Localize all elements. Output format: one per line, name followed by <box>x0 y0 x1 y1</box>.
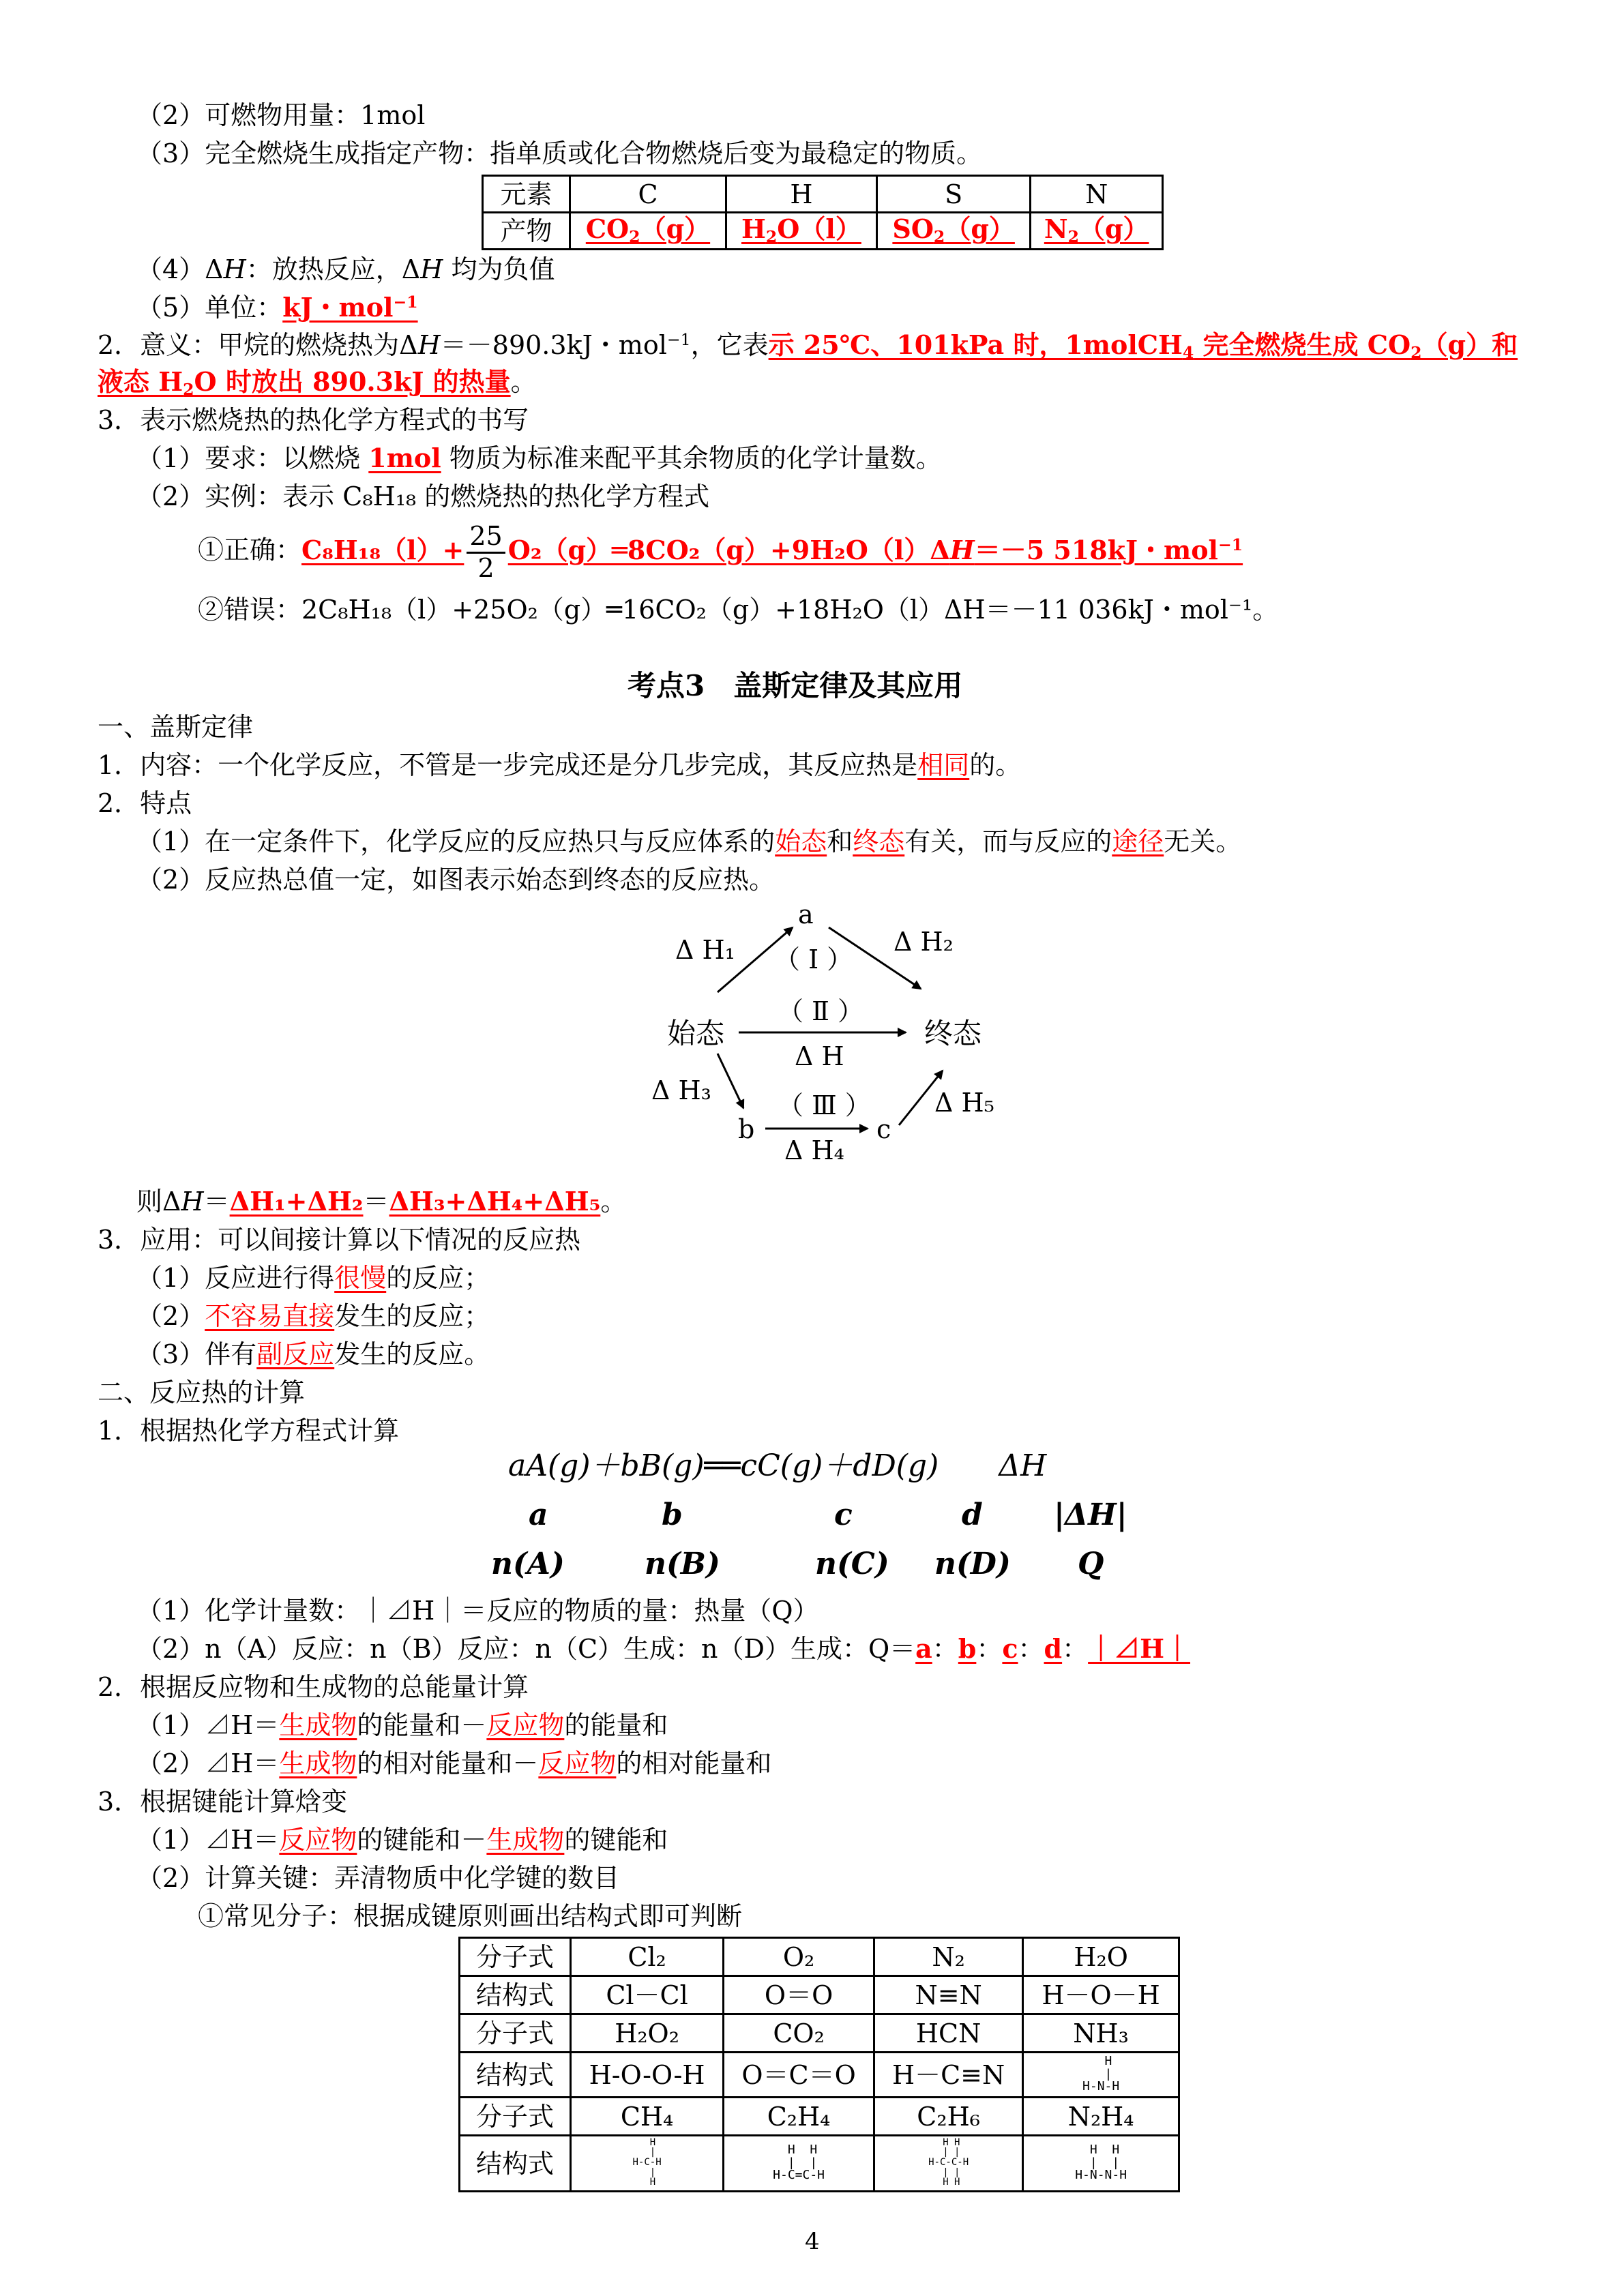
cell: O＝O <box>724 1976 874 2014</box>
cell: C <box>570 176 726 213</box>
structural-formula-n2h4: H H | | H-N-N-H <box>1075 2142 1127 2183</box>
line-feature-2: （2）反应热总值一定，如图表示始态到终态的反应热。 <box>136 865 776 895</box>
cell: 结构式 <box>460 2053 571 2098</box>
cell: NH₃ <box>1023 2014 1179 2053</box>
cell: N≡N <box>874 1976 1023 2014</box>
cell <box>1023 2053 1179 2098</box>
cell: 产物 <box>483 213 570 250</box>
node-start: 始态 <box>667 1017 725 1050</box>
label-route-2: （ Ⅱ ） <box>778 996 863 1026</box>
cell: N₂ <box>874 1938 1023 1976</box>
node-b: b <box>738 1114 755 1144</box>
equation-row-2: a b c d |ΔH| <box>529 1497 1127 1532</box>
line-app-3: （3）伴有副反应发生的反应。 <box>136 1339 490 1369</box>
cell: C₂H₄ <box>724 2098 874 2136</box>
line-energy-1: （1）⊿H＝生成物的能量和－反应物的能量和 <box>136 1710 668 1740</box>
cell: H-O-O-H <box>571 2053 724 2098</box>
cell: H₂O <box>1023 1938 1179 1976</box>
line-calc-3: 3．根据键能计算焓变 <box>98 1787 348 1817</box>
label-dh3: Δ H₃ <box>651 1075 711 1105</box>
label-dh4: Δ H₄ <box>784 1135 844 1165</box>
label-route-1: （ Ⅰ ） <box>774 944 853 974</box>
cell: C₂H₆ <box>874 2098 1023 2136</box>
line-energy-2: （2）⊿H＝生成物的相对能量和－反应物的相对能量和 <box>136 1748 772 1778</box>
node-a: a <box>798 899 814 929</box>
label-dh: Δ H <box>795 1041 844 1071</box>
label-dh1: Δ H₁ <box>675 935 735 965</box>
cell: HCN <box>874 2014 1023 2053</box>
line-meaning: 2．意义：甲烷的燃烧热为ΔH＝－890.3kJ・mol$^{-1}$，它表示 25℃、101kPa 时，1molCH$_4$ 完全燃烧生成 $CO_2(g)$和 <box>98 329 1518 362</box>
cell <box>1023 2136 1179 2192</box>
line-meaning-cont: 液态 $H_2O$ 时放出 890.3kJ 的热量。 <box>98 366 537 399</box>
cell: CH₄ <box>571 2098 724 2136</box>
equation-row-1: aA(g)＋bB(g)══cC(g)＋dD(g) ΔH <box>508 1448 1047 1483</box>
line-hess-result: 则ΔH＝ΔH₁+ΔH₂＝ΔH₃+ΔH₄+ΔH₅。 <box>136 1186 627 1217</box>
structural-formula-c2h6: H H | | H-C-C-H | | H H <box>928 2136 969 2188</box>
line-wrong-equation: ②错误：2C₈H₁₈（l）+25O₂（g）═16CO₂（g）+18H₂O（l）ΔH＝－11 036kJ・mol⁻¹。 <box>198 595 1279 625</box>
molecule-table <box>458 1937 1180 2192</box>
cell: H－C≡N <box>874 2053 1023 2098</box>
product-h2o: $H_2O(l)$ <box>726 213 876 250</box>
line-requirement: （1）要求：以燃烧 1mol 物质为标准来配平其余物质的化学计量数。 <box>136 443 942 473</box>
line-calc-1: 1．根据热化学方程式计算 <box>98 1416 400 1446</box>
line-example: （2）实例：表示 C₈H₁₈ 的燃烧热的热化学方程式 <box>136 481 710 511</box>
cell: 元素 <box>483 176 570 213</box>
line-writing-title: 3．表示燃烧热的热化学方程式的书写 <box>98 405 529 435</box>
line-correct-equation: ①正确：C₈H₁₈（l）+ $\frac{25}{2}$ O₂（g）═8CO₂（g）+9H₂O（l）ΔH＝－5 518kJ・mol$^{-1}$ <box>198 521 1243 583</box>
cell: H－O－H <box>1023 1976 1179 2014</box>
cell <box>874 2136 1023 2192</box>
arrow-start-to-b <box>718 1054 743 1108</box>
cell: H <box>726 176 876 213</box>
cell <box>724 2136 874 2192</box>
line-content: 1．内容：一个化学反应，不管是一步完成还是分几步完成，其反应热是相同的。 <box>98 750 1022 780</box>
cell: N₂H₄ <box>1023 2098 1179 2136</box>
product-so2: $SO_2(g)$ <box>876 213 1030 250</box>
cell <box>571 2136 724 2192</box>
label-dh5: Δ H₅ <box>934 1088 994 1118</box>
line-calc-2: 2．根据反应物和生成物的总能量计算 <box>98 1672 529 1702</box>
cell: O＝C＝O <box>724 2053 874 2098</box>
cell: N <box>1031 176 1163 213</box>
line-feature-1: （1）在一定条件下，化学反应的反应热只与反应体系的始态和终态有关，而与反应的途径无关。 <box>136 826 1242 856</box>
cell: 结构式 <box>460 2136 571 2192</box>
line-features: 2．特点 <box>98 788 192 818</box>
page-number: 4 <box>805 2228 820 2255</box>
line-bond-1: （1）⊿H＝反应物的键能和－生成物的键能和 <box>136 1825 668 1855</box>
line-bond-2: （2）计算关键：弄清物质中化学键的数目 <box>136 1863 620 1893</box>
line-bond-3: ①常见分子：根据成键原则画出结构式即可判断 <box>198 1901 743 1931</box>
heading-calculation: 二、反应热的计算 <box>98 1377 306 1407</box>
line-app-2: （2）不容易直接发生的反应； <box>136 1301 490 1331</box>
cell: Cl₂ <box>571 1938 724 1976</box>
line-complete-combustion: （3）完全燃烧生成指定产物：指单质或化合物燃烧后变为最稳定的物质。 <box>136 138 983 168</box>
cell: 分子式 <box>460 1938 571 1976</box>
cell: 分子式 <box>460 2098 571 2136</box>
node-end: 终态 <box>924 1017 982 1050</box>
cell: Cl－Cl <box>571 1976 724 2014</box>
line-calc-ratio-1: （1）化学计量数：｜⊿H｜＝反应的物质的量：热量（Q） <box>136 1596 819 1626</box>
product-n2: $N_2(g)$ <box>1031 213 1163 250</box>
cell: 分子式 <box>460 2014 571 2053</box>
line-app-1: （1）反应进行得很慢的反应； <box>136 1263 490 1293</box>
cell: 结构式 <box>460 1976 571 2014</box>
line-unit: （5）单位：kJ・mol$^{-1}$ <box>136 292 418 323</box>
structural-formula-nh3: H | H-N-H <box>1082 2053 1120 2094</box>
structural-formula-c2h4: H H | | H-C=C-H <box>773 2142 825 2183</box>
cell: S <box>876 176 1030 213</box>
heading-hess: 一、盖斯定律 <box>98 712 254 742</box>
product-co2: $CO_2(g)$ <box>570 213 726 250</box>
structural-formula-ch4: H | H-C-H | H <box>632 2136 662 2188</box>
label-dh2: Δ H₂ <box>894 927 954 957</box>
line-exothermic: （4）ΔH：放热反应，ΔH 均为负值 <box>136 254 555 284</box>
line-calc-ratio-2: （2）n（A）反应：n（B）反应：n（C）生成：n（D）生成：Q＝a：b：c：d：｜⊿H｜ <box>136 1633 1191 1664</box>
cell: H₂O₂ <box>571 2014 724 2053</box>
section-title: 考点3 盖斯定律及其应用 <box>628 669 963 702</box>
line-fuel-amount: （2）可燃物用量：1mol <box>136 100 426 130</box>
node-c: c <box>876 1114 891 1144</box>
line-application: 3．应用：可以间接计算以下情况的反应热 <box>98 1225 581 1255</box>
cell: CO₂ <box>724 2014 874 2053</box>
label-route-3: （ Ⅲ ） <box>778 1090 871 1120</box>
equation-row-3: n(A) n(B) n(C) n(D) Q <box>491 1547 1104 1581</box>
cell: O₂ <box>724 1938 874 1976</box>
